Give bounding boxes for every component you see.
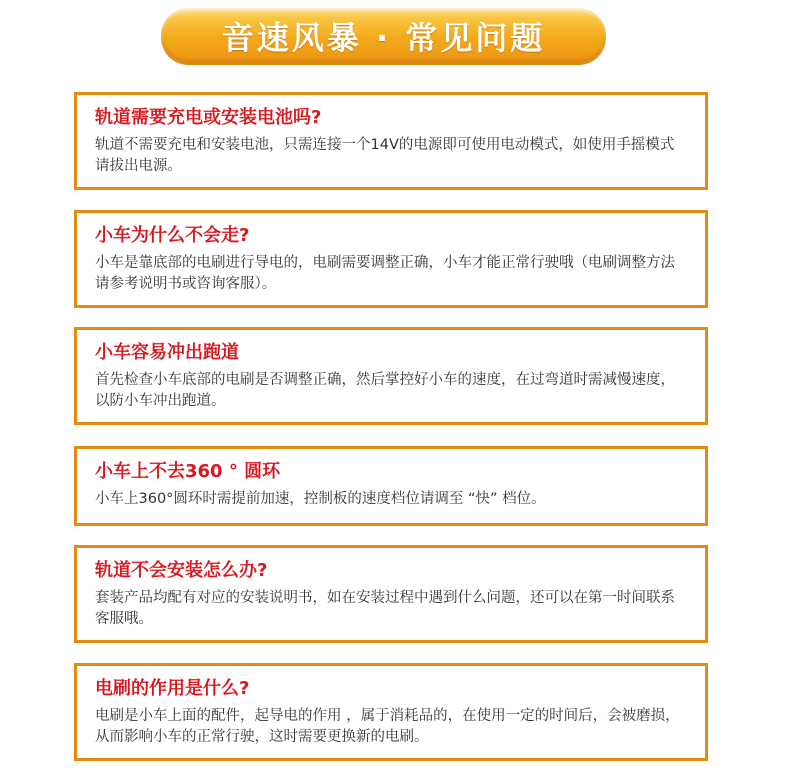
faq-question: 轨道不会安装怎么办?	[95, 560, 268, 581]
faq-answer: 轨道不需要充电和安装电池，只需连接一个14V的电源即可使用电动模式，如使用手摇模式请拔出电源。	[95, 137, 675, 174]
title-banner	[161, 8, 606, 63]
faq-question: 电刷的作用是什么?	[95, 678, 250, 699]
faq-card	[74, 327, 708, 425]
faq-card	[74, 92, 708, 190]
page-title: 音速风暴 · 常见问题	[221, 18, 546, 57]
faq-question: 小车上不去360 ° 圆环	[95, 461, 281, 482]
faq-answer: 电刷是小车上面的配件，起导电的作用 ，属于消耗品的，在使用一定的时间后，会被磨损，从而影响小车的正常行驶，这时需要更换新的电刷。	[95, 708, 680, 745]
faq-card	[74, 545, 708, 643]
faq-question: 小车容易冲出跑道	[95, 342, 239, 363]
faq-question: 小车为什么不会走?	[95, 225, 250, 246]
faq-answer: 小车是靠底部的电刷进行导电的，电刷需要调整正确，小车才能正常行驶哦（电刷调整方法请参考说明书或咨询客服）。	[95, 255, 675, 292]
faq-card	[74, 663, 708, 761]
faq-card	[74, 446, 708, 526]
faq-answer: 套装产品均配有对应的安装说明书，如在安装过程中遇到什么问题，还可以在第一时间联系客服哦。	[95, 590, 675, 627]
faq-card	[74, 210, 708, 308]
faq-question: 轨道需要充电或安装电池吗?	[95, 107, 322, 128]
faq-answer: 首先检查小车底部的电刷是否调整正确，然后掌控好小车的速度，在过弯道时需减慢速度，以防小车冲出跑道。	[95, 372, 675, 409]
faq-answer: 小车上360°圆环时需提前加速，控制板的速度档位请调至 “快” 档位。	[95, 491, 546, 507]
